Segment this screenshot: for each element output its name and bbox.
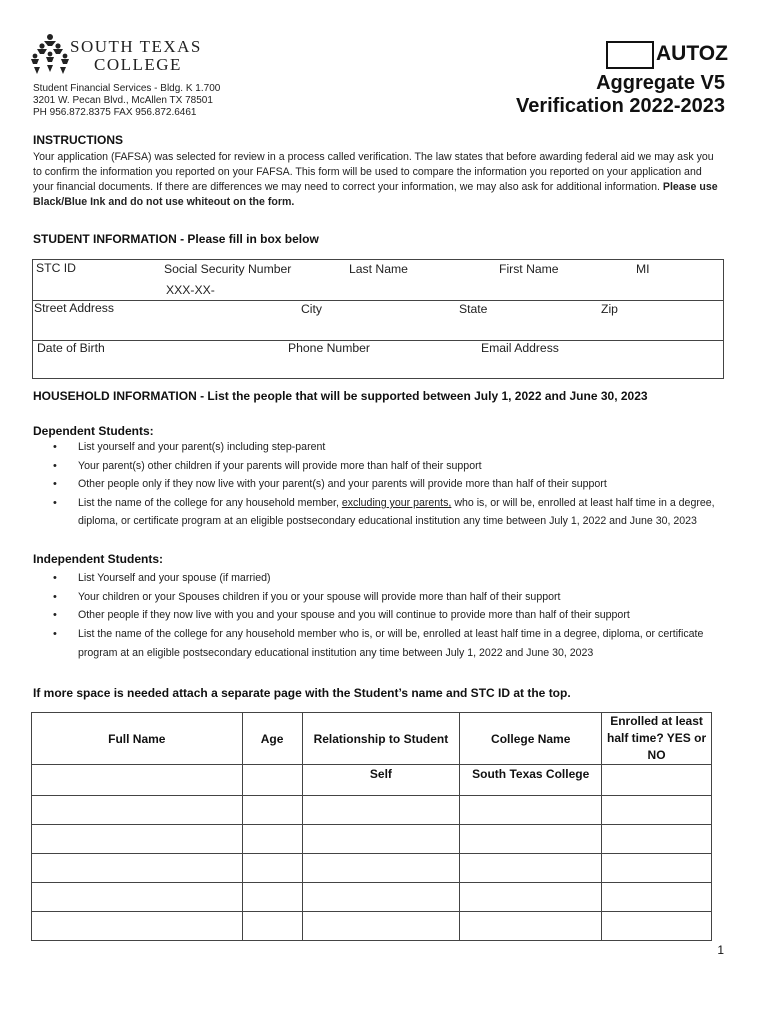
table-cell[interactable] [602, 854, 712, 883]
mi-field[interactable]: MI [636, 262, 650, 276]
logo-text-line2: COLLEGE [94, 55, 182, 74]
col-college-name: College Name [460, 713, 602, 765]
table-cell[interactable] [242, 765, 302, 796]
instructions-ink-note: Please use Black/Blue Ink and do not use whiteout on the form. [33, 181, 718, 208]
form-code-box[interactable] [606, 41, 654, 69]
list-item: • List the name of the college for any household member, excluding your parents, who is, or will be, enrolled at least half time in a degree, diploma, or certificate program at an eligible postsecondary educational institution any time between July 1, 2022 and June 30, 2023 [33, 494, 733, 530]
list-item: • Your children or your Spouses children if you or your spouse will provide more than half of their support [33, 588, 723, 607]
list-item: • Other people if they now live with you and your spouse and you will continue to provide more than half of their support [33, 606, 723, 625]
table-cell[interactable] [460, 825, 602, 854]
table-cell[interactable] [302, 796, 460, 825]
student-info-heading: STUDENT INFORMATION - Please fill in box below [33, 232, 319, 246]
table-cell[interactable] [302, 854, 460, 883]
list-item: • List yourself and your parent(s) including step-parent [33, 438, 733, 457]
table-cell[interactable] [242, 854, 302, 883]
table-cell[interactable] [460, 854, 602, 883]
email-field[interactable]: Email Address [481, 341, 559, 355]
table-cell[interactable] [602, 883, 712, 912]
table-cell[interactable] [32, 883, 243, 912]
table-cell[interactable] [460, 883, 602, 912]
table-cell[interactable] [302, 825, 460, 854]
household-table [31, 712, 712, 941]
household-heading: HOUSEHOLD INFORMATION - List the people that will be supported between July 1, 2022 and June 30, 2023 [33, 389, 648, 403]
form-title: Aggregate V5 [596, 72, 725, 94]
date-of-birth-field[interactable]: Date of Birth [37, 341, 105, 355]
table-cell[interactable] [32, 854, 243, 883]
table-cell: South Texas College [460, 765, 602, 796]
city-field[interactable]: City [301, 302, 322, 316]
table-cell[interactable] [242, 825, 302, 854]
page-number: 1 [717, 943, 724, 957]
table-cell[interactable] [242, 912, 302, 941]
address-line-3: PH 956.872.8375 FAX 956.872.6461 [33, 107, 197, 118]
first-name-field[interactable]: First Name [499, 262, 559, 276]
phone-field[interactable]: Phone Number [288, 341, 370, 355]
col-relationship: Relationship to Student [302, 713, 460, 765]
table-cell[interactable] [602, 912, 712, 941]
table-cell: Self [302, 765, 460, 796]
table-cell[interactable] [460, 912, 602, 941]
ssn-prefix: XXX-XX- [166, 283, 215, 297]
table-cell[interactable] [602, 796, 712, 825]
table-row [32, 796, 712, 825]
table-cell[interactable] [460, 796, 602, 825]
street-address-field[interactable]: Street Address [34, 301, 114, 315]
table-row [32, 825, 712, 854]
table-cell[interactable] [32, 912, 243, 941]
space-note: If more space is needed attach a separate page with the Student’s name and STC ID at the top. [33, 686, 571, 700]
col-age: Age [242, 713, 302, 765]
table-cell[interactable] [602, 765, 712, 796]
col-full-name: Full Name [32, 713, 243, 765]
form-subtitle: Verification 2022-2023 [515, 95, 725, 117]
last-name-field[interactable]: Last Name [349, 262, 408, 276]
table-row [32, 765, 712, 796]
table-cell[interactable] [32, 765, 243, 796]
stc-id-field[interactable]: STC ID [36, 261, 76, 275]
list-item: • List Yourself and your spouse (if married) [33, 569, 723, 588]
table-header-row [32, 713, 712, 765]
instructions-text [33, 150, 723, 210]
table-row [32, 854, 712, 883]
table-cell[interactable] [242, 796, 302, 825]
table-row [32, 912, 712, 941]
instructions-body: Your application (FAFSA) was selected for review in a process called verification. The law states that before awarding federal aid we may ask you to confirm the information you reported on your FAFSA. This form will be used to compare the information you reported on your application and your financial documents. If there are differences we may need to correct your information, we may also ask for additional information. [33, 151, 714, 193]
zip-field[interactable]: Zip [601, 302, 618, 316]
col-enrolled: Enrolled at least half time? YES or NO [602, 713, 712, 765]
table-cell[interactable] [242, 883, 302, 912]
list-item: • List the name of the college for any household member who is, or will be, enrolled at least half time in a degree, diploma, or certificate program at an eligible postsecondary educational institution any time between July 1, 2022 and June 30, 2023 [33, 625, 723, 662]
table-cell[interactable] [32, 825, 243, 854]
independent-list [33, 569, 723, 663]
logo-text-line1: SOUTH TEXAS [70, 37, 202, 56]
student-info-box [32, 259, 724, 379]
dependent-list [33, 438, 733, 531]
table-cell[interactable] [32, 796, 243, 825]
table-cell[interactable] [302, 883, 460, 912]
instructions-heading: INSTRUCTIONS [33, 133, 123, 147]
excluding-parents-emphasis: excluding your parents, [341, 497, 452, 510]
list-item: • Your parent(s) other children if your parents will provide more than half of their support [33, 457, 733, 476]
table-row [32, 883, 712, 912]
logo-figures-icon [30, 32, 70, 76]
independent-heading: Independent Students: [33, 552, 163, 566]
address-line-2: 3201 W. Pecan Blvd., McAllen TX 78501 [33, 95, 213, 106]
form-code: AUTOZ [656, 42, 728, 65]
dependent-heading: Dependent Students: [33, 424, 154, 438]
address-line-1: Student Financial Services - Bldg. K 1.700 [33, 83, 221, 94]
table-cell[interactable] [302, 912, 460, 941]
list-item: • Other people only if they now live with your parent(s) and your parents will provide more than half of their support [33, 475, 733, 494]
state-field[interactable]: State [459, 302, 488, 316]
table-cell[interactable] [602, 825, 712, 854]
ssn-field[interactable]: Social Security Number [164, 262, 292, 276]
